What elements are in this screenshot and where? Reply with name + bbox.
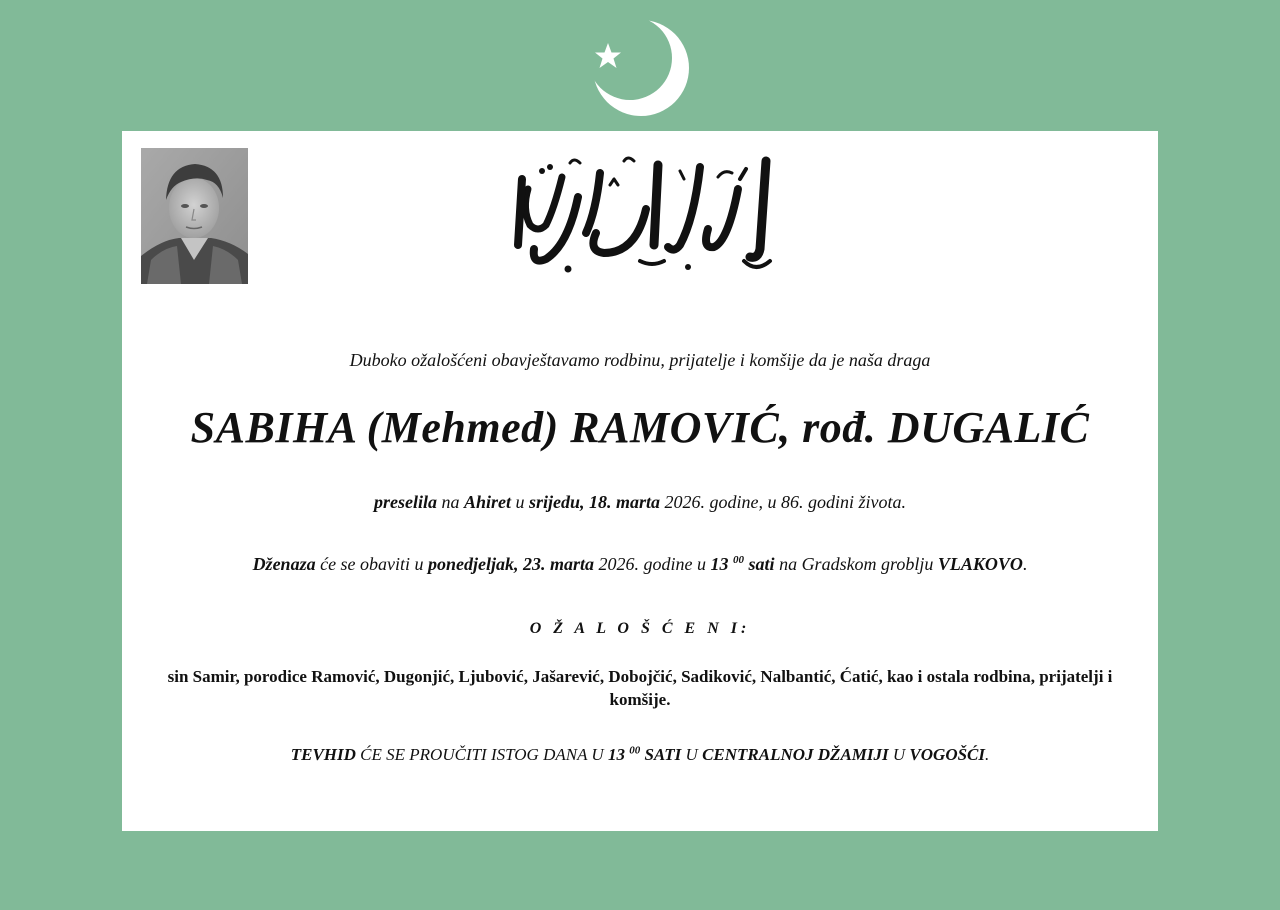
tevhid-place: CENTRALNOJ DŽAMIJI (702, 745, 889, 764)
tevhid-text-2: U (681, 745, 703, 764)
obituary-card (122, 131, 1158, 831)
tevhid-town: VOGOŠĆI (909, 745, 986, 764)
portrait-photo (141, 148, 248, 284)
tevhid-text-3: U (888, 745, 910, 764)
tevhid-minutes: 00 (629, 744, 641, 757)
crescent-star-icon (586, 16, 696, 120)
intro-text: Duboko ožalošćeni obavještavamo rodbinu, prijatelje i komšije da je naša draga (349, 350, 931, 370)
death-verb: preselila (373, 492, 437, 512)
death-text-3: 2026. godine, u 86. godini života. (660, 492, 907, 512)
funeral-hour: 13 (710, 554, 729, 574)
death-place: Ahiret (463, 492, 511, 512)
funeral-text-4: . (1022, 554, 1028, 574)
death-announcement (122, 492, 1158, 513)
death-text-1: na (436, 492, 464, 512)
tevhid-hour: 13 (607, 745, 625, 764)
tevhid-text-4: . (985, 745, 990, 764)
funeral-minutes: 00 (733, 554, 745, 566)
calligraphy-drawing (508, 149, 780, 284)
death-date: srijedu, 18. marta (528, 492, 661, 512)
tevhid-sati: SATI (640, 745, 682, 764)
funeral-label: Dženaza (252, 554, 316, 574)
death-text-2: u (510, 492, 529, 512)
arabic-calligraphy (508, 149, 780, 284)
funeral-announcement (122, 554, 1158, 575)
funeral-text-1: će se obaviti u (315, 554, 429, 574)
funeral-sati: sati (744, 554, 775, 574)
mourners-list: sin Samir, porodice Ramović, Dugonjić, Ljubović, Jašarević, Dobojčić, Sadiković, Nalbantić, Ćatić, kao i ostala rodbina, prijatelji i komšije. (167, 667, 1113, 709)
funeral-text-2: 2026. godine u (594, 554, 711, 574)
funeral-date: ponedjeljak, 23. marta (428, 554, 595, 574)
mourners-heading: O Ž A L O Š Ć E N I: (529, 620, 751, 637)
deceased-name: SABIHA (Mehmed) RAMOVIĆ, rođ. DUGALIĆ (190, 403, 1090, 452)
funeral-cemetery: VLAKOVO (937, 554, 1023, 574)
tevhid-label: TEVHID (290, 745, 356, 764)
tevhid-text-1: ĆE SE PROUČITI ISTOG DANA U (355, 745, 608, 764)
tevhid-announcement (122, 745, 1158, 765)
funeral-text-3: na Gradskom groblju (774, 554, 938, 574)
